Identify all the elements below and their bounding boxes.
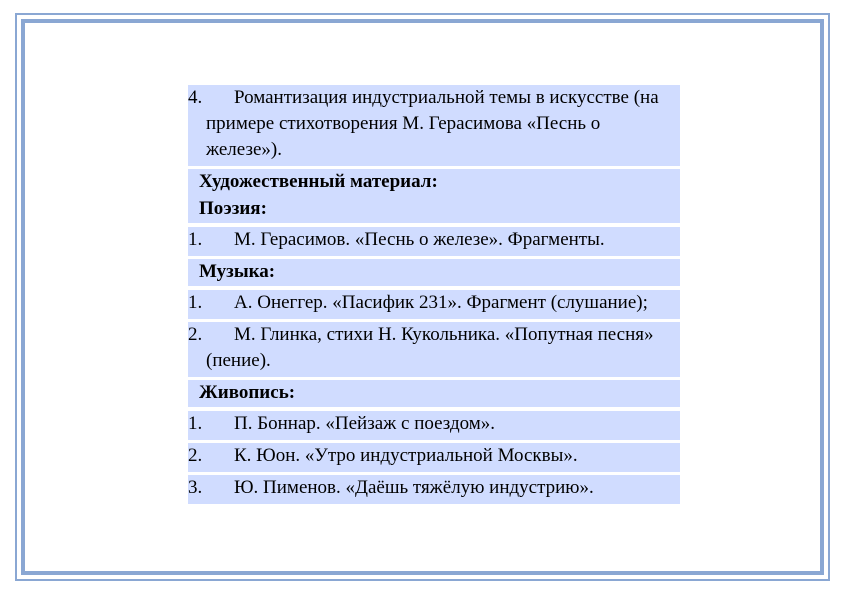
list-text: А. Онеггер. «Пасифик 231». Фрагмент (слушание); [234, 292, 648, 313]
list-text: Ю. Пименов. «Даёшь тяжёлую индустрию». [234, 477, 594, 498]
list-text: К. Юон. «Утро индустриальной Москвы». [234, 445, 578, 466]
list-text: М. Глинка, стихи Н. Кукольника. «Попутная песня» (пение). [206, 324, 654, 371]
material-heading: Художественный материал: [188, 169, 680, 196]
music-item-2 [188, 322, 680, 377]
painting-item-2 [188, 443, 680, 472]
poetry-item-1 [188, 227, 680, 256]
list-number: 2. [188, 445, 203, 466]
music-heading: Музыка: [188, 259, 680, 286]
painting-heading: Живопись: [188, 380, 680, 407]
list-number: 1. [188, 229, 203, 250]
list-number: 3. [188, 477, 203, 498]
list-number: 1. [188, 292, 203, 313]
list-number: 2. [188, 324, 203, 345]
list-number: 1. [188, 413, 203, 434]
painting-item-3 [188, 475, 680, 504]
list-text: М. Герасимов. «Песнь о железе». Фрагменты. [234, 229, 605, 250]
poetry-heading: Поэзия: [188, 196, 680, 223]
painting-item-1 [188, 411, 680, 440]
list-number: 4. [188, 87, 203, 108]
slide-content [188, 85, 680, 507]
list-text: Романтизация индустриальной темы в искусстве (на примере стихотворения М. Герасимова «Песнь о железе»). [206, 87, 659, 160]
intro-item [188, 85, 680, 166]
list-text: П. Боннар. «Пейзаж с поездом». [234, 413, 496, 434]
music-item-1 [188, 290, 680, 319]
